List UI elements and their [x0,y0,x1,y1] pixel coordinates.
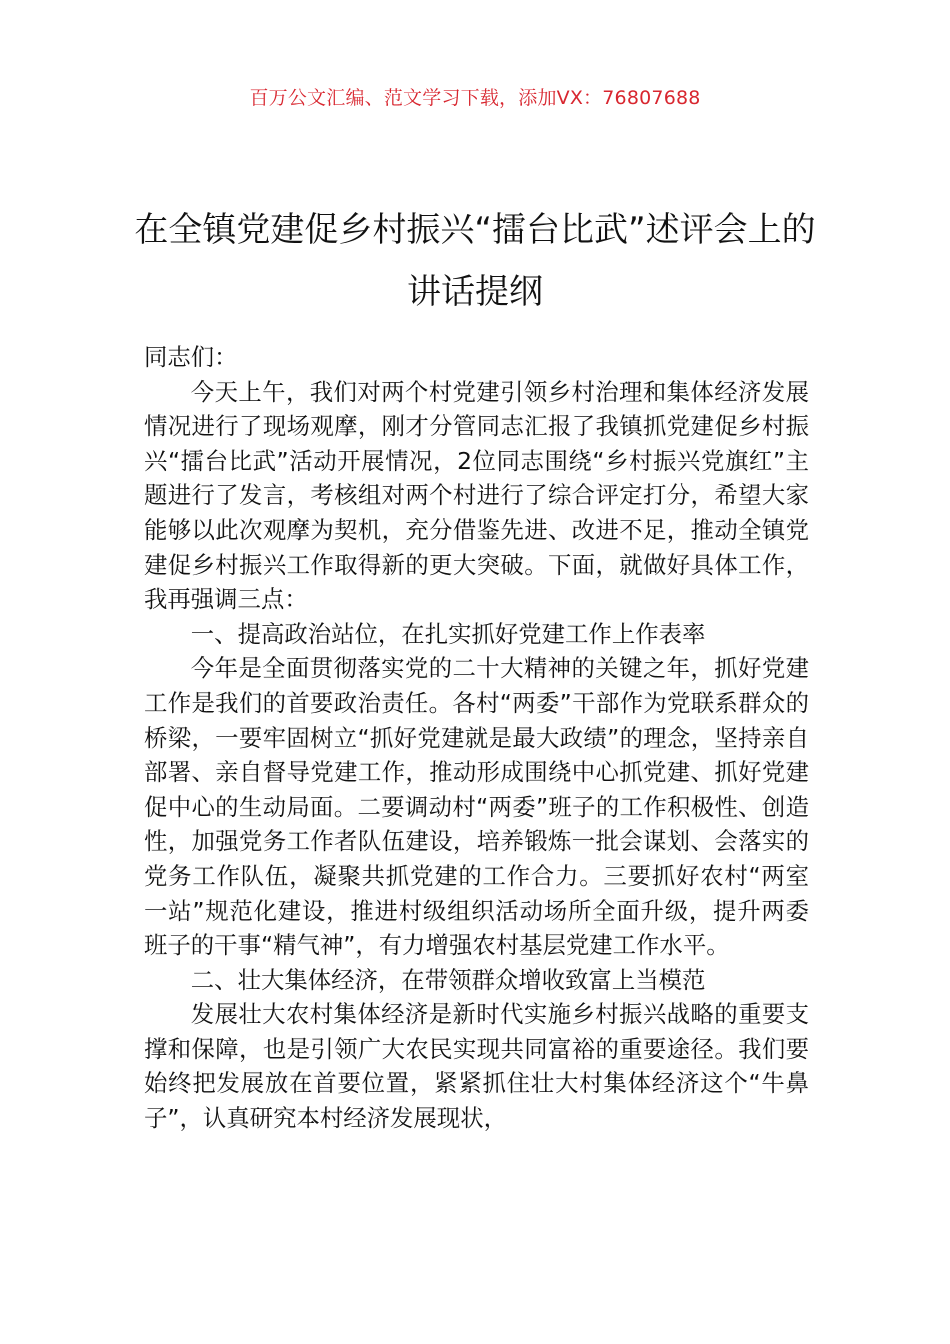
section-heading-2: 二、壮大集体经济，在带领群众增收致富上当模范 [190,965,706,994]
section-body-2: 发展壮大农村集体经济是新时代实施乡村振兴战略的重要支撑和保障，也是引领广大农民实现共同富裕的重要途径。我们要始终把发展放在首要位置，紧紧抓住壮大村集体经济这个“牛鼻子”，认真研究本村经济发展现状， [144,1000,809,1133]
header-note: 百万公文汇编、范文学习下载，添加VX：76807688 [249,87,701,109]
intro-paragraph: 今天上午，我们对两个村党建引领乡村治理和集体经济发展情况进行了现场观摩，刚才分管同志汇报了我镇抓党建促乡村振兴“擂台比武”活动开展情况，2位同志围绕“乡村振兴党旗红”主题进行了发言，考核组对两个村进行了综合评定打分，希望大家能够以此次观摩为契机，充分借鉴先进、改进不足，推动全镇党建促乡村振兴工作取得新的更大突破。下面，就做好具体工作，我再强调三点： [144,377,809,614]
salutation: 同志们： [144,343,238,371]
section-body-1: 今年是全面贯彻落实党的二十大精神的关键之年，抓好党建工作是我们的首要政治责任。各村“两委”干部作为党联系群众的桥梁，一要牢固树立“抓好党建就是最大政绩”的理念，坚持亲自部署、亲自督导党建工作，推动形成围绕中心抓党建、抓好党建促中心的生动局面。二要调动村“两委”班子的工作积极性、创造性，加强党务工作者队伍建设，培养锻炼一批会谋划、会落实的党务工作队伍，凝聚共抓党建的工作合力。三要抓好农村“两室一站”规范化建设，推进村级组织活动场所全面升级，提升两委班子的干事“精气神”，有力增强农村基层党建工作水平。 [144,654,809,960]
page-title: 在全镇党建促乡村振兴“擂台比武”述评会上的讲话提纲 [134,209,816,312]
document-body [144,340,809,1136]
section-heading-1: 一、提高政治站位，在扎实抓好党建工作上作表率 [190,619,706,648]
